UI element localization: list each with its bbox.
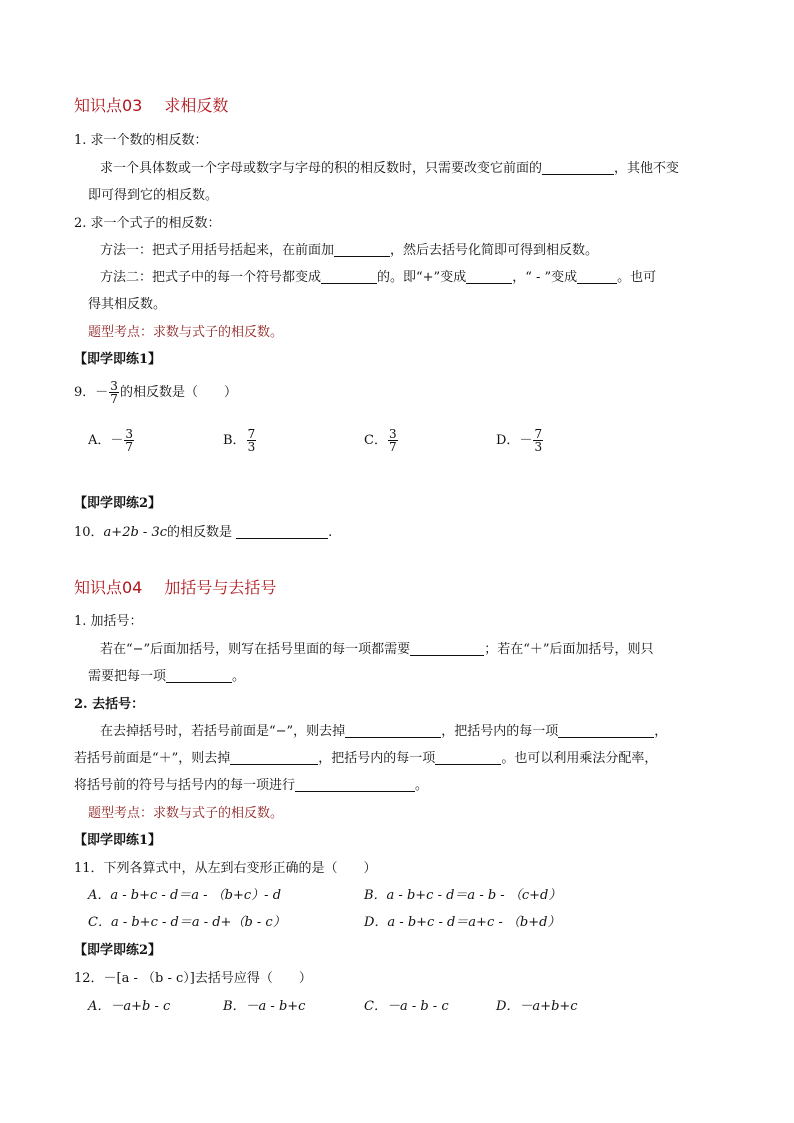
sec4-drill-1: 【即学即练1】 <box>74 833 162 848</box>
q11-option-a[interactable]: A．a - b+c - d＝a - （b+c）- d <box>88 888 282 903</box>
question-12: 12．－[a - （b - c）]去括号应得（ ） <box>74 971 312 986</box>
q9-option-b[interactable]: B． $\frac{7}{3}$ <box>223 427 256 454</box>
answer-blank[interactable] <box>236 523 328 539</box>
sec4-p2-body-cont2: 将括号前的符号与括号内的每一项进行 。 <box>74 778 429 793</box>
q9-option-c[interactable]: C． $\frac{3}{7}$ <box>364 427 397 454</box>
sec4-p1-head: 1. 加括号： <box>74 614 143 629</box>
answer-blank[interactable] <box>466 268 512 284</box>
sec3-p1-body-cont: 即可得到它的相反数。 <box>88 188 219 203</box>
sec3-tip: 题型考点：求数与式子的相反数。 <box>88 325 284 340</box>
answer-blank[interactable] <box>295 776 415 792</box>
answer-blank[interactable] <box>230 749 318 765</box>
answer-blank[interactable] <box>435 749 501 765</box>
sec3-method-2: 方法二：把式子中的每一个符号都变成 的。即“+”变成 ，“ - ”变成 。也可 <box>100 270 657 285</box>
q12-option-b[interactable]: B．－a - b+c <box>223 999 306 1014</box>
fraction: $\frac{3}{7}$ <box>110 379 118 406</box>
q11-option-c[interactable]: C．a - b+c - d＝a - d+（b - c） <box>88 915 286 930</box>
answer-blank[interactable] <box>410 640 484 656</box>
q12-option-d[interactable]: D．－a+b+c <box>496 999 578 1014</box>
section-04-number: 知识点04 <box>74 578 143 597</box>
answer-blank[interactable] <box>166 667 232 683</box>
q9-option-a[interactable]: A．－ $\frac{3}{7}$ <box>88 427 134 454</box>
sec3-method-1: 方法一：把式子用括号括起来，在前面加 ，然后去括号化简即可得到相反数。 <box>100 243 599 258</box>
sec3-drill-2: 【即学即练2】 <box>74 496 162 511</box>
sec4-drill-2: 【即学即练2】 <box>74 943 162 958</box>
answer-blank[interactable] <box>577 268 617 284</box>
sec3-method-2-cont: 得其相反数。 <box>88 297 167 312</box>
q9-option-d[interactable]: D．－ $\frac{7}{3}$ <box>496 427 543 454</box>
sec3-drill-1: 【即学即练1】 <box>74 352 162 367</box>
sec3-p2-head: 2. 求一个式子的相反数： <box>74 216 221 231</box>
section-03-text: 求相反数 <box>164 96 229 115</box>
sec4-p2-head: 2. 去括号： <box>74 697 145 712</box>
section-03-title <box>74 96 228 116</box>
sec4-p1-body-cont: 需要把每一项 。 <box>88 669 246 684</box>
sec3-p1-body: 求一个具体数或一个字母或数字与字母的积的相反数时，只需要改变它前面的 ，其他不变 <box>100 161 680 176</box>
sec4-tip: 题型考点：求数与式子的相反数。 <box>88 806 284 821</box>
sec4-p2-body: 在去掉括号时，若括号前面是“−”，则去掉 ，把括号内的每一项 ， <box>100 724 668 739</box>
question-10: 10．a+2b - 3c的相反数是 . <box>74 525 333 540</box>
sec3-p1-head: 1. 求一个数的相反数： <box>74 133 208 148</box>
q12-option-c[interactable]: C．－a - b - c <box>364 999 449 1014</box>
answer-blank[interactable] <box>334 241 390 257</box>
q11-option-b[interactable]: B．a - b+c - d＝a - b - （c+d） <box>364 888 562 903</box>
section-04-title <box>74 578 276 598</box>
question-9: 9．－ $\frac{3}{7}$ 的相反数是（ ） <box>74 379 237 406</box>
sec4-p2-body-cont: 若括号前面是“＋”，则去掉 ，把括号内的每一项 。也可以利用乘法分配率， <box>74 751 658 766</box>
answer-blank[interactable] <box>321 268 377 284</box>
answer-blank[interactable] <box>345 722 441 738</box>
sec4-p1-body: 若在“−”后面加括号，则写在括号里面的每一项都需要 ；若在“＋”后面加括号，则只 <box>100 642 654 657</box>
q12-option-a[interactable]: A．－a+b - c <box>88 999 171 1014</box>
answer-blank[interactable] <box>558 722 654 738</box>
question-11: 11．下列各算式中，从左到右变形正确的是（ ） <box>74 861 377 876</box>
section-04-text: 加括号与去括号 <box>164 578 277 597</box>
answer-blank[interactable] <box>542 159 614 175</box>
section-03-number: 知识点03 <box>74 96 143 115</box>
q11-option-d[interactable]: D．a - b+c - d＝a+c - （b+d） <box>364 915 561 930</box>
